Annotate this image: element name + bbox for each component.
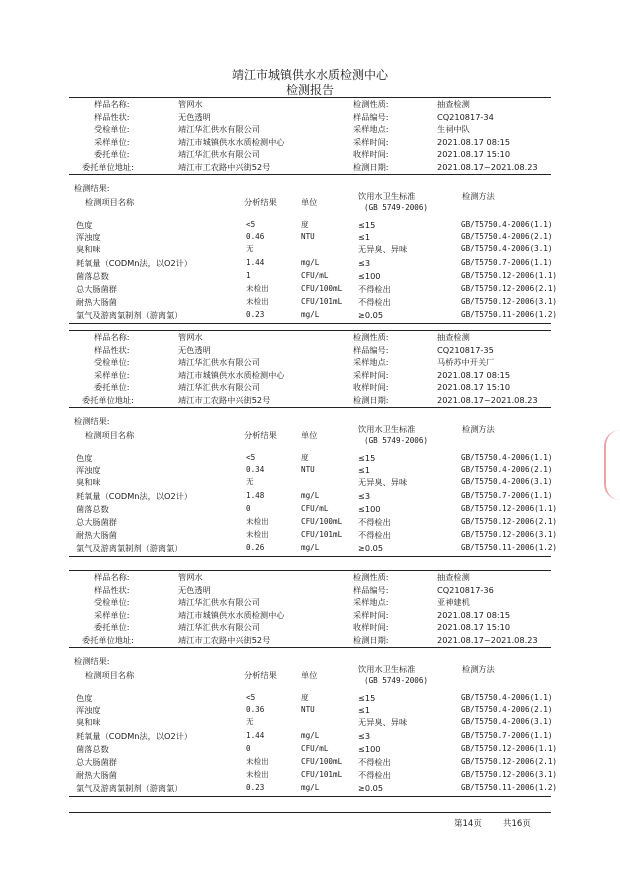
label-sample-state: 样品性状: — [94, 344, 130, 355]
col-item-header: 检测项目名称 — [85, 197, 135, 207]
table-cell-method: GB/T5750.11-2006(1.2) — [461, 310, 558, 319]
value-receive-time: 2021.08.17 15:10 — [437, 622, 511, 632]
table-cell-item: 耐热大肠菌 — [76, 770, 117, 780]
col-std-subheader: (GB 5749-2006) — [364, 436, 429, 445]
value-commission-unit: 靖江华汇供水有限公司 — [178, 622, 260, 632]
col-unit-header: 单位 — [301, 670, 318, 680]
value-sample-name: 管网水 — [178, 572, 203, 582]
col-std-header: 饮用水卫生标准 — [358, 424, 416, 434]
table-cell-item: 氯气及游离氯制剂（游离氯） — [76, 543, 183, 553]
table-cell-std: ≤100 — [358, 271, 381, 281]
results-label: 检测结果: — [74, 656, 110, 666]
table-cell-method: GB/T5750.12-2006(3.1) — [461, 297, 558, 306]
table-cell-method: GB/T5750.12-2006(2.1) — [461, 517, 558, 526]
value-commission-unit: 靖江华汇供水有限公司 — [178, 382, 260, 392]
table-cell-method: GB/T5750.4-2006(2.1) — [461, 232, 553, 241]
table-cell-unit: mg/L — [301, 783, 320, 792]
table-cell-unit: CFU/100mL — [301, 517, 343, 526]
value-sample-no: CQ210817-34 — [437, 111, 494, 122]
table-cell-result: 1.48 — [246, 491, 265, 500]
table-cell-std: ≤1 — [358, 705, 371, 715]
label-sampling-time: 采样时间: — [353, 369, 389, 380]
value-test-date: 2021.08.17~2021.08.23 — [437, 394, 538, 405]
table-cell-std: ≤15 — [358, 220, 376, 230]
table-cell-result: 无 — [246, 244, 254, 253]
table-cell-std: ≤100 — [358, 504, 381, 514]
label-nature: 检测性质: — [353, 99, 389, 109]
label-sample-no: 样品编号: — [353, 111, 389, 122]
header-rule — [69, 174, 551, 175]
table-cell-unit: CFU/101mL — [301, 770, 343, 779]
value-test-date: 2021.08.17~2021.08.23 — [437, 634, 538, 645]
table-cell-item: 总大肠菌群 — [76, 517, 117, 527]
value-sample-state: 无色透明 — [178, 584, 211, 595]
table-bottom-rule — [69, 796, 551, 797]
table-cell-std: ≤3 — [358, 731, 371, 741]
label-receive-time: 收样时间: — [353, 382, 389, 392]
page-total: 共16页 — [503, 819, 531, 829]
table-cell-unit: CFU/100mL — [301, 757, 343, 766]
table-cell-item: 浑浊度 — [76, 705, 101, 715]
label-client-unit: 受检单位: — [94, 597, 130, 607]
value-nature: 抽查检测 — [437, 99, 470, 109]
table-cell-std: ≤15 — [358, 453, 376, 463]
label-sampling-unit: 采样单位: — [94, 136, 130, 147]
label-receive-time: 收样时间: — [353, 622, 389, 632]
col-item-header: 检测项目名称 — [85, 670, 135, 680]
col-result-header: 分析结果 — [244, 670, 277, 680]
table-cell-unit: 度 — [301, 693, 309, 702]
section-top-rule — [69, 570, 551, 571]
col-unit-header: 单位 — [301, 430, 318, 440]
table-cell-method: GB/T5750.12-2006(2.1) — [461, 757, 558, 766]
label-sampling-unit: 采样单位: — [94, 369, 130, 380]
value-sample-state: 无色透明 — [178, 111, 211, 122]
section-top-rule — [69, 330, 551, 331]
label-sampling-time: 采样时间: — [353, 609, 389, 620]
table-cell-unit: mg/L — [301, 543, 320, 552]
value-sampling-unit: 靖江市城镇供水水质检测中心 — [178, 609, 285, 620]
header-rule — [69, 407, 551, 408]
table-cell-result: 未检出 — [246, 517, 269, 526]
table-cell-result: <5 — [246, 453, 256, 462]
table-cell-result: 未检出 — [246, 757, 269, 766]
value-receive-time: 2021.08.17 15:10 — [437, 149, 511, 159]
table-cell-item: 总大肠菌群 — [76, 757, 117, 767]
col-std-header: 饮用水卫生标准 — [358, 191, 416, 201]
table-cell-method: GB/T5750.12-2006(2.1) — [461, 284, 558, 293]
table-cell-method: GB/T5750.4-2006(3.1) — [461, 477, 553, 486]
label-sample-name: 样品名称: — [94, 99, 130, 109]
table-cell-item: 氯气及游离氯制剂（游离氯） — [76, 783, 183, 793]
col-result-header: 分析结果 — [244, 430, 277, 440]
value-client-unit: 靖江华汇供水有限公司 — [178, 597, 260, 607]
table-bottom-rule — [69, 323, 551, 324]
label-nature: 检测性质: — [353, 332, 389, 342]
label-commission-addr: 委托单位地址: — [82, 394, 134, 405]
label-sample-state: 样品性状: — [94, 584, 130, 595]
table-cell-std: 不得检出 — [358, 297, 391, 307]
label-commission-addr: 委托单位地址: — [82, 634, 134, 645]
value-sampling-time: 2021.08.17 08:15 — [437, 369, 511, 380]
table-cell-result: 0.36 — [246, 705, 265, 714]
table-cell-unit: 度 — [301, 220, 309, 229]
table-cell-method: GB/T5750.12-2006(3.1) — [461, 530, 558, 539]
value-sample-state: 无色透明 — [178, 344, 211, 355]
table-cell-std: ≥0.05 — [358, 543, 384, 553]
table-cell-result: 0 — [246, 504, 251, 513]
table-cell-unit: NTU — [301, 465, 315, 474]
table-cell-unit: mg/L — [301, 310, 320, 319]
label-sample-name: 样品名称: — [94, 572, 130, 582]
label-sample-no: 样品编号: — [353, 584, 389, 595]
table-cell-item: 菌落总数 — [76, 504, 109, 514]
table-cell-std: 无异臭、异味 — [358, 477, 408, 487]
value-sampling-place: 马桥苏中开关厂 — [437, 357, 495, 367]
section-top-rule — [69, 97, 551, 98]
table-cell-method: GB/T5750.12-2006(1.1) — [461, 271, 558, 280]
table-cell-item: 耐热大肠菌 — [76, 530, 117, 540]
label-commission-addr: 委托单位地址: — [82, 161, 134, 172]
table-cell-method: GB/T5750.7-2006(1.1) — [461, 491, 553, 500]
table-cell-item: 臭和味 — [76, 244, 101, 254]
table-cell-result: <5 — [246, 220, 256, 229]
label-sample-no: 样品编号: — [353, 344, 389, 355]
label-client-unit: 受检单位: — [94, 124, 130, 134]
table-cell-std: ≤1 — [358, 465, 371, 475]
table-cell-result: 1.44 — [246, 731, 265, 740]
table-bottom-rule — [69, 556, 551, 557]
col-method-header: 检测方法 — [462, 424, 495, 434]
table-cell-std: ≥0.05 — [358, 310, 384, 320]
label-test-date: 检测日期: — [353, 394, 389, 405]
table-cell-result: 1 — [246, 271, 251, 280]
table-cell-item: 耗氧量（CODMn法，以O2计） — [76, 731, 193, 741]
table-cell-unit: mg/L — [301, 258, 320, 267]
table-cell-result: 无 — [246, 477, 254, 486]
table-cell-std: 无异臭、异味 — [358, 717, 408, 727]
value-sample-name: 管网水 — [178, 332, 203, 342]
col-unit-header: 单位 — [301, 197, 318, 207]
table-cell-unit: CFU/mL — [301, 504, 329, 513]
table-cell-std: ≥0.05 — [358, 783, 384, 793]
table-cell-item: 耐热大肠菌 — [76, 297, 117, 307]
label-sampling-place: 采样地点: — [353, 357, 389, 367]
table-cell-method: GB/T5750.4-2006(1.1) — [461, 453, 553, 462]
table-cell-std: 不得检出 — [358, 517, 391, 527]
label-receive-time: 收样时间: — [353, 149, 389, 159]
table-cell-std: 不得检出 — [358, 530, 391, 540]
table-cell-item: 浑浊度 — [76, 232, 101, 242]
table-cell-item: 臭和味 — [76, 477, 101, 487]
value-client-unit: 靖江华汇供水有限公司 — [178, 357, 260, 367]
table-cell-item: 色度 — [76, 693, 93, 703]
table-cell-item: 色度 — [76, 453, 93, 463]
label-client-unit: 受检单位: — [94, 357, 130, 367]
col-method-header: 检测方法 — [462, 664, 495, 674]
table-cell-unit: mg/L — [301, 491, 320, 500]
table-cell-unit: CFU/100mL — [301, 284, 343, 293]
col-item-header: 检测项目名称 — [85, 430, 135, 440]
col-std-subheader: (GB 5749-2006) — [364, 203, 429, 212]
value-sampling-time: 2021.08.17 08:15 — [437, 136, 511, 147]
value-commission-addr: 靖江市工农路中兴街52号 — [178, 394, 271, 405]
report-title: 检测报告 — [285, 83, 334, 97]
table-cell-std: 不得检出 — [358, 284, 391, 294]
table-cell-method: GB/T5750.4-2006(1.1) — [461, 220, 553, 229]
value-sampling-place: 亚神建机 — [437, 597, 470, 607]
value-sampling-place: 生祠中队 — [437, 124, 470, 134]
table-cell-unit: NTU — [301, 705, 315, 714]
value-commission-unit: 靖江华汇供水有限公司 — [178, 149, 260, 159]
table-cell-result: 未检出 — [246, 297, 269, 306]
table-cell-result: 0.34 — [246, 465, 265, 474]
seal-stamp-edge — [604, 430, 620, 500]
table-cell-result: 未检出 — [246, 284, 269, 293]
label-sampling-time: 采样时间: — [353, 136, 389, 147]
value-nature: 抽查检测 — [437, 332, 470, 342]
table-cell-method: GB/T5750.4-2006(3.1) — [461, 717, 553, 726]
table-cell-method: GB/T5750.4-2006(1.1) — [461, 693, 553, 702]
org-title: 靖江市城镇供水水质检测中心 — [231, 68, 388, 82]
value-test-date: 2021.08.17~2021.08.23 — [437, 161, 538, 172]
table-cell-item: 氯气及游离氯制剂（游离氯） — [76, 310, 183, 320]
table-cell-result: 0.26 — [246, 543, 265, 552]
table-cell-result: 未检出 — [246, 530, 269, 539]
table-cell-unit: CFU/101mL — [301, 297, 343, 306]
value-sample-no: CQ210817-36 — [437, 584, 494, 595]
table-cell-result: 0.23 — [246, 310, 265, 319]
label-sample-state: 样品性状: — [94, 111, 130, 122]
value-sample-name: 管网水 — [178, 99, 203, 109]
table-cell-unit: CFU/mL — [301, 271, 329, 280]
table-cell-method: GB/T5750.7-2006(1.1) — [461, 258, 553, 267]
label-sampling-unit: 采样单位: — [94, 609, 130, 620]
table-cell-std: 不得检出 — [358, 757, 391, 767]
page-bottom-rule — [69, 812, 551, 813]
table-cell-unit: mg/L — [301, 731, 320, 740]
value-sample-no: CQ210817-35 — [437, 344, 494, 355]
table-cell-result: 0 — [246, 744, 251, 753]
table-cell-result: 未检出 — [246, 770, 269, 779]
table-cell-result: 0.23 — [246, 783, 265, 792]
label-commission-unit: 委托单位: — [94, 149, 130, 159]
col-std-header: 饮用水卫生标准 — [358, 664, 416, 674]
value-commission-addr: 靖江市工农路中兴街52号 — [178, 634, 271, 645]
table-cell-item: 耗氧量（CODMn法，以O2计） — [76, 491, 193, 501]
table-cell-std: ≤3 — [358, 258, 371, 268]
table-cell-item: 耗氧量（CODMn法，以O2计） — [76, 258, 193, 268]
table-cell-unit: 度 — [301, 453, 309, 462]
table-cell-method: GB/T5750.4-2006(2.1) — [461, 705, 553, 714]
table-cell-method: GB/T5750.11-2006(1.2) — [461, 543, 558, 552]
col-method-header: 检测方法 — [462, 191, 495, 201]
value-client-unit: 靖江华汇供水有限公司 — [178, 124, 260, 134]
table-cell-method: GB/T5750.7-2006(1.1) — [461, 731, 553, 740]
table-cell-item: 菌落总数 — [76, 271, 109, 281]
col-std-subheader: (GB 5749-2006) — [364, 676, 429, 685]
table-cell-result: 无 — [246, 717, 254, 726]
table-cell-std: ≤100 — [358, 744, 381, 754]
table-cell-std: ≤1 — [358, 232, 371, 242]
table-cell-result: 0.46 — [246, 232, 265, 241]
col-result-header: 分析结果 — [244, 197, 277, 207]
table-cell-method: GB/T5750.4-2006(3.1) — [461, 244, 553, 253]
table-cell-method: GB/T5750.11-2006(1.2) — [461, 783, 558, 792]
table-cell-result: <5 — [246, 693, 256, 702]
table-cell-item: 臭和味 — [76, 717, 101, 727]
table-cell-std: ≤3 — [358, 491, 371, 501]
table-cell-std: 不得检出 — [358, 770, 391, 780]
table-cell-item: 色度 — [76, 220, 93, 230]
value-sampling-unit: 靖江市城镇供水水质检测中心 — [178, 369, 285, 380]
table-cell-method: GB/T5750.12-2006(1.1) — [461, 744, 558, 753]
table-cell-method: GB/T5750.4-2006(2.1) — [461, 465, 553, 474]
label-nature: 检测性质: — [353, 572, 389, 582]
table-cell-method: GB/T5750.12-2006(3.1) — [461, 770, 558, 779]
value-receive-time: 2021.08.17 15:10 — [437, 382, 511, 392]
label-sampling-place: 采样地点: — [353, 597, 389, 607]
value-commission-addr: 靖江市工农路中兴街52号 — [178, 161, 271, 172]
table-cell-item: 浑浊度 — [76, 465, 101, 475]
table-cell-item: 菌落总数 — [76, 744, 109, 754]
value-sampling-time: 2021.08.17 08:15 — [437, 609, 511, 620]
label-test-date: 检测日期: — [353, 634, 389, 645]
label-commission-unit: 委托单位: — [94, 382, 130, 392]
label-sampling-place: 采样地点: — [353, 124, 389, 134]
table-cell-method: GB/T5750.12-2006(1.1) — [461, 504, 558, 513]
page-number: 第14页 — [454, 819, 482, 829]
value-sampling-unit: 靖江市城镇供水水质检测中心 — [178, 136, 285, 147]
table-cell-unit: NTU — [301, 232, 315, 241]
label-commission-unit: 委托单位: — [94, 622, 130, 632]
table-cell-result: 1.44 — [246, 258, 265, 267]
results-label: 检测结果: — [74, 416, 110, 426]
table-cell-unit: CFU/mL — [301, 744, 329, 753]
label-test-date: 检测日期: — [353, 161, 389, 172]
results-label: 检测结果: — [74, 183, 110, 193]
table-cell-item: 总大肠菌群 — [76, 284, 117, 294]
table-cell-std: ≤15 — [358, 693, 376, 703]
value-nature: 抽查检测 — [437, 572, 470, 582]
table-cell-unit: CFU/101mL — [301, 530, 343, 539]
table-cell-std: 无异臭、异味 — [358, 244, 408, 254]
label-sample-name: 样品名称: — [94, 332, 130, 342]
header-rule — [69, 647, 551, 648]
